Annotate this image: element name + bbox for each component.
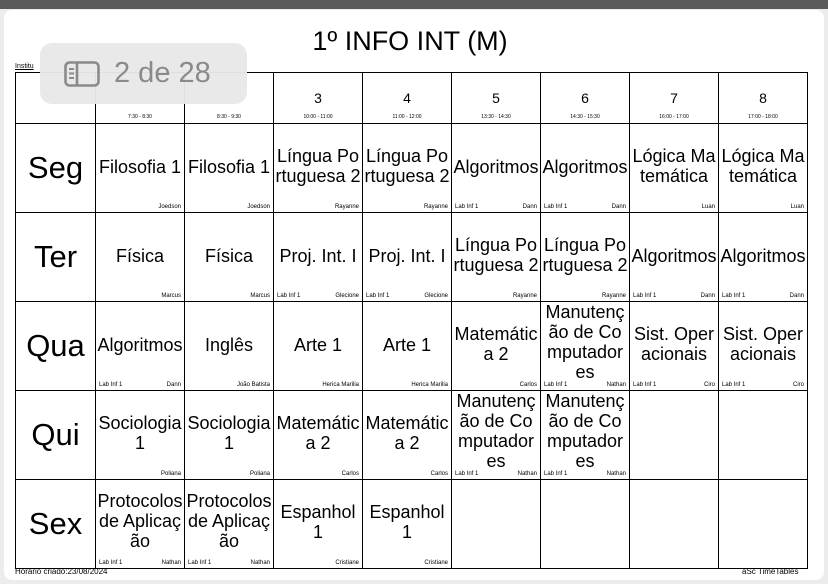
lesson-cell [185, 480, 274, 569]
room-label: Lab Inf 1 [277, 293, 301, 299]
room-label: Lab Inf 1 [544, 382, 568, 388]
subject-name: Espanhol 1 [369, 502, 445, 542]
teacher-name: Luan [790, 204, 804, 210]
teacher-name: Ciro [792, 382, 804, 388]
subject-name: Língua Portuguesa 2 [364, 146, 450, 186]
period-header [274, 73, 363, 124]
lesson-cell [185, 391, 274, 480]
period-time: 16:00 - 17:00 [659, 114, 689, 120]
lesson-cell [185, 302, 274, 391]
lesson-cell [452, 213, 541, 302]
subject-name: Matemática 2 [276, 413, 360, 453]
teacher-name: Carlos [430, 471, 448, 477]
teacher-name: Nathan [161, 560, 181, 566]
subject-name: Manutenção de Computadores [545, 302, 625, 382]
room-label: Lab Inf 1 [544, 204, 568, 210]
room-label: Lab Inf 1 [633, 382, 657, 388]
subject-name: Filosofia 1 [98, 157, 182, 177]
subject-name: Manutenção de Computadores [456, 391, 536, 471]
room-label: Lab Inf 1 [544, 471, 568, 477]
subject-name: Física [204, 246, 253, 266]
subject-name: Sist. Operacionais [633, 324, 715, 364]
lesson-cell [630, 124, 719, 213]
period-time: 8:30 - 9:30 [217, 114, 241, 120]
teacher-name: Marcus [250, 293, 270, 299]
teacher-name: Dann [522, 204, 537, 210]
room-label: Lab Inf 1 [188, 560, 212, 566]
lesson-cell [274, 391, 363, 480]
teacher-name: Rayanne [334, 204, 359, 210]
lesson-cell [630, 213, 719, 302]
period-time: 11:00 - 12:00 [392, 114, 422, 120]
period-number: 8 [759, 90, 767, 106]
teacher-name: Dann [700, 293, 715, 299]
lesson-cell [274, 480, 363, 569]
period-header [452, 73, 541, 124]
subject-name: Lógica Matemática [721, 146, 805, 186]
page-indicator-text: 2 de 28 [114, 57, 211, 89]
lesson-cell [719, 213, 808, 302]
subject-name: Filosofia 1 [187, 157, 271, 177]
page-indicator[interactable] [40, 43, 247, 104]
subject-name: Algoritmos [453, 157, 539, 177]
lesson-cell [185, 213, 274, 302]
lesson-cell [452, 480, 541, 569]
teacher-name: Dann [789, 293, 804, 299]
subject-name: Matemática 2 [454, 324, 538, 364]
subject-name: Manutenção de Computadores [545, 391, 625, 471]
teacher-name: Ciro [703, 382, 715, 388]
room-label: Lab Inf 1 [722, 293, 746, 299]
lesson-cell [719, 302, 808, 391]
teacher-name: Carlos [519, 382, 537, 388]
lesson-cell [363, 302, 452, 391]
room-label: Lab Inf 1 [455, 471, 479, 477]
teacher-name: Rayanne [512, 293, 537, 299]
teacher-name: Joedson [247, 204, 270, 210]
lesson-cell [96, 302, 185, 391]
day-label: Sex [16, 480, 96, 569]
period-number: 3 [314, 90, 322, 106]
period-header [630, 73, 719, 124]
subject-name: Sociologia 1 [98, 413, 182, 453]
lesson-cell [363, 480, 452, 569]
lesson-cell [541, 480, 630, 569]
subject-name: Língua Portuguesa 2 [542, 235, 628, 275]
lesson-cell [274, 302, 363, 391]
page-title: 1º INFO INT (M) [312, 26, 508, 56]
top-bar [0, 0, 828, 9]
subject-name: Inglês [204, 335, 254, 355]
teacher-name: Nathan [250, 560, 270, 566]
period-header [363, 73, 452, 124]
period-number: 7 [670, 90, 678, 106]
teacher-name: Cristiane [424, 560, 448, 566]
lesson-cell [541, 391, 630, 480]
teacher-name: Luan [701, 204, 715, 210]
teacher-name: Marcus [161, 293, 181, 299]
lesson-cell [630, 302, 719, 391]
lesson-cell [274, 213, 363, 302]
subject-name: Lógica Matemática [632, 146, 716, 186]
teacher-name: Poliana [160, 471, 181, 477]
timetable [15, 72, 808, 569]
day-label: Seg [16, 124, 96, 213]
teacher-name: Poliana [249, 471, 270, 477]
room-label: Lab Inf 1 [366, 293, 390, 299]
teacher-name: Carlos [341, 471, 359, 477]
teacher-name: Cristiane [335, 560, 359, 566]
teacher-name: Rayanne [423, 204, 448, 210]
teacher-name: Herica Marilia [322, 382, 359, 388]
teacher-name: Glecione [424, 293, 448, 299]
day-row [16, 213, 808, 302]
lesson-cell [96, 480, 185, 569]
subject-name: Sist. Operacionais [722, 324, 804, 364]
period-header [719, 73, 808, 124]
lesson-cell [185, 124, 274, 213]
subject-name: Espanhol 1 [280, 502, 356, 542]
teacher-name: Nathan [606, 471, 626, 477]
subject-name: Algoritmos [631, 246, 717, 266]
subject-name: Protocolos de Aplicação [186, 491, 272, 551]
lesson-cell [452, 302, 541, 391]
room-label: Lab Inf 1 [633, 293, 657, 299]
subject-name: Algoritmos [720, 246, 806, 266]
lesson-cell [363, 391, 452, 480]
subject-name: Proj. Int. I [279, 246, 357, 266]
period-time: 14:30 - 15:30 [570, 114, 600, 120]
subject-name: Sociologia 1 [187, 413, 271, 453]
teacher-name: João Batista [236, 382, 270, 388]
day-label: Qua [16, 302, 96, 391]
teacher-name: Nathan [606, 382, 626, 388]
teacher-name: Glecione [335, 293, 359, 299]
lesson-cell [541, 302, 630, 391]
sidebar-icon [64, 61, 100, 87]
lesson-cell [630, 480, 719, 569]
period-number: 4 [403, 90, 411, 106]
lesson-cell [96, 213, 185, 302]
day-label: Qui [16, 391, 96, 480]
day-label: Ter [16, 213, 96, 302]
period-time: 13:30 - 14:30 [481, 114, 511, 120]
day-row [16, 391, 808, 480]
lesson-cell [719, 391, 808, 480]
lesson-cell [452, 391, 541, 480]
created-date: Horário criado:23/08/2024 [15, 567, 108, 576]
lesson-cell [452, 124, 541, 213]
period-number: 6 [581, 90, 589, 106]
teacher-name: Nathan [517, 471, 537, 477]
teacher-name: Dann [166, 382, 181, 388]
subject-name: Matemática 2 [365, 413, 449, 453]
teacher-name: Herica Marilia [411, 382, 448, 388]
subject-name: Arte 1 [293, 335, 343, 355]
room-label: Lab Inf 1 [455, 204, 479, 210]
teacher-name: Dann [611, 204, 626, 210]
lesson-cell [274, 124, 363, 213]
subject-name: Proj. Int. I [368, 246, 446, 266]
room-label: Lab Inf 1 [99, 382, 123, 388]
subject-name: Arte 1 [382, 335, 432, 355]
subject-name: Língua Portuguesa 2 [453, 235, 539, 275]
period-number: 5 [492, 90, 500, 106]
lesson-cell [719, 480, 808, 569]
brand-label: aSc TimeTables [742, 567, 799, 576]
room-label: Lab Inf 1 [722, 382, 746, 388]
lesson-cell [541, 124, 630, 213]
institution-label: Institu [15, 63, 34, 70]
lesson-cell [719, 124, 808, 213]
subject-name: Algoritmos [97, 335, 183, 355]
lesson-cell [630, 391, 719, 480]
lesson-cell [541, 213, 630, 302]
room-label: Lab Inf 1 [99, 560, 123, 566]
subject-name: Física [115, 246, 164, 266]
lesson-cell [96, 391, 185, 480]
teacher-name: Joedson [158, 204, 181, 210]
lesson-cell [96, 124, 185, 213]
teacher-name: Rayanne [601, 293, 626, 299]
period-header [541, 73, 630, 124]
lesson-cell [363, 213, 452, 302]
day-row [16, 302, 808, 391]
subject-name: Algoritmos [542, 157, 628, 177]
day-row [16, 480, 808, 569]
subject-name: Protocolos de Aplicação [97, 491, 183, 551]
lesson-cell [363, 124, 452, 213]
period-time: 17:00 - 18:00 [748, 114, 778, 120]
period-time: 10:00 - 11:00 [303, 114, 333, 120]
period-time: 7:30 - 8:30 [128, 114, 152, 120]
subject-name: Língua Portuguesa 2 [275, 146, 361, 186]
day-row [16, 124, 808, 213]
